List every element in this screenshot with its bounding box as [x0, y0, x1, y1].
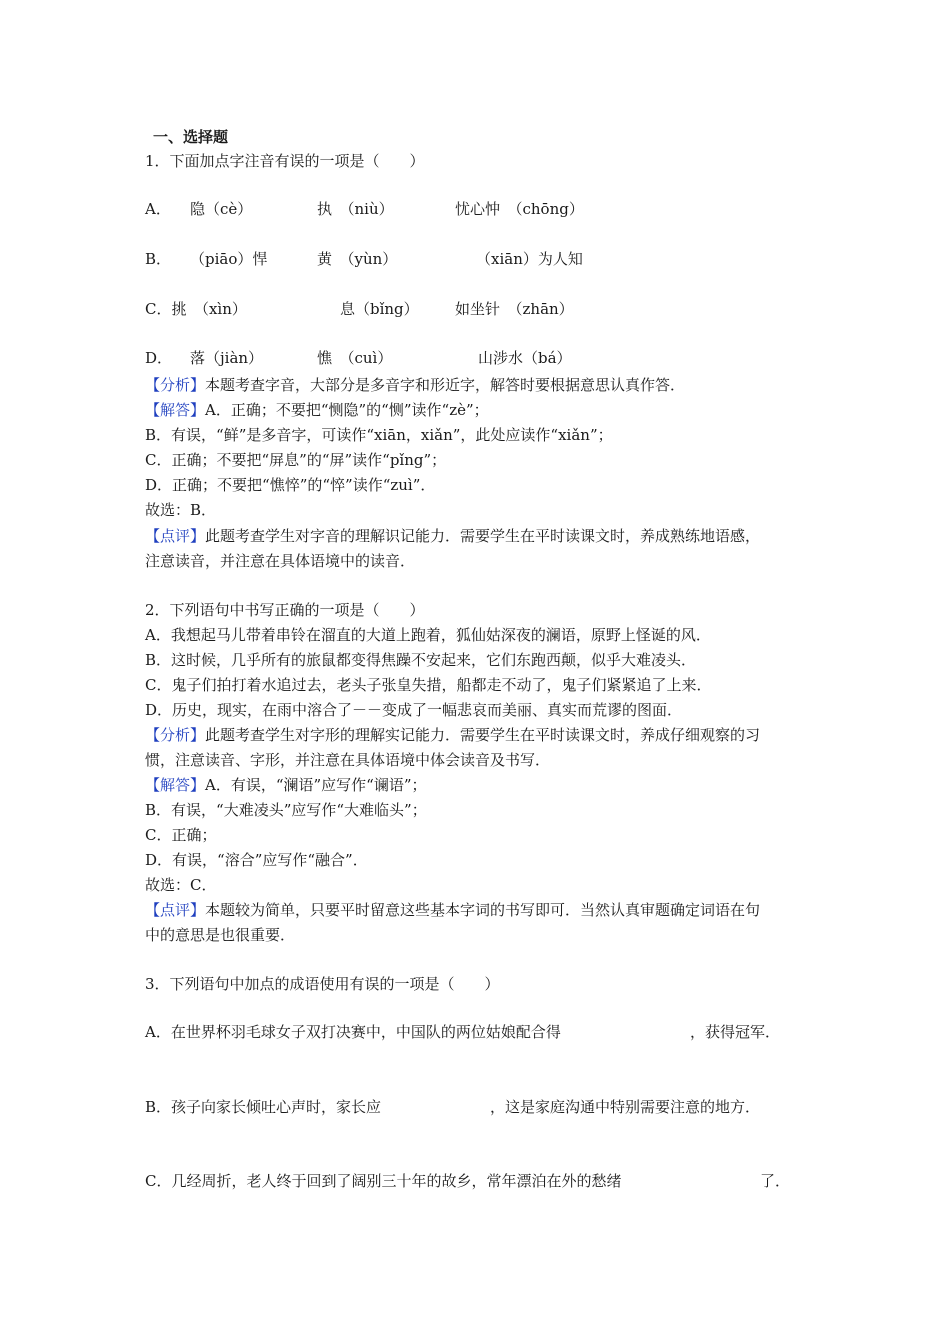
analysis-tag: 【分析】	[145, 376, 206, 394]
q2-option: C．鬼子们拍打着水追过去，老头子张皇失措，船都走不动了，鬼子们紧紧追了上来．	[145, 676, 712, 694]
q1-answer-line: D．正确；不要把“憔悴”的“悴”读作“zuì”．	[145, 476, 436, 494]
section-title: 一、选择题	[153, 128, 229, 146]
q2-answer-line: C．正确；	[145, 826, 217, 844]
answer-tag: 【解答】	[145, 776, 206, 794]
q1-answer-line: 故选：B．	[145, 501, 217, 519]
question-1-stem: 1．下面加点字注音有误的一项是（ ）	[145, 152, 425, 170]
comment-tag: 【点评】	[145, 527, 206, 545]
answer-tag: 【解答】	[145, 401, 206, 419]
question-3-stem: 3．下列语句中加点的成语使用有误的一项是（ ）	[145, 975, 500, 993]
q2-option: B．这时候，几乎所有的旅鼠都变得焦躁不安起来，它们东跑西颠，似乎大难凌头．	[145, 651, 697, 669]
q1-answer-line: 【解答】A．正确；不要把“恻隐”的“恻”读作“zè”；	[145, 401, 489, 419]
q1-analysis: 【分析】本题考查字音，大部分是多音字和形近字，解答时要根据意思认真作答．	[145, 376, 686, 394]
q2-answer-line: D．有误，“溶合”应写作“融合”．	[145, 851, 368, 869]
q2-analysis: 【分析】此题考查学生对字形的理解实记能力．需要学生在平时读课文时，养成仔细观察的习	[145, 726, 761, 744]
q1-answer-line: C．正确；不要把“屏息”的“屏”读作“pǐng”；	[145, 451, 447, 469]
analysis-tag: 【分析】	[145, 726, 206, 744]
q2-comment-line: 中的意思是也很重要．	[145, 926, 296, 944]
q2-answer-line: 故选：C．	[145, 876, 217, 894]
q2-option: D．历史，现实，在雨中溶合了－－变成了一幅悲哀而美丽、真实而荒谬的图面．	[145, 701, 683, 719]
q1-answer-line: B．有误，“鲜”是多音字，可读作“xiān，xiǎn”，此处应读作“xiǎn”；	[145, 426, 613, 444]
q1-comment-line: 注意读音，并注意在具体语境中的读音．	[145, 552, 416, 570]
q2-answer-line: 【解答】A．有误，“澜语”应写作“谰语”；	[145, 776, 427, 794]
question-2-stem: 2．下列语句中书写正确的一项是（ ）	[145, 601, 425, 619]
q2-option: A．我想起马儿带着串铃在溜直的大道上跑着，狐仙姑深夜的澜语，原野上怪诞的风．	[145, 626, 711, 644]
q2-comment: 【点评】本题较为简单，只要平时留意这些基本字词的书写即可．当然认真审题确定词语在句	[145, 901, 761, 919]
q1-comment: 【点评】此题考查学生对字音的理解识记能力．需要学生在平时读课文时，养成熟练地语感，	[145, 527, 761, 545]
q2-answer-line: B．有误，“大难凌头”应写作“大难临头”；	[145, 801, 427, 819]
q2-analysis-line: 惯，注意读音、字形，并注意在具体语境中体会读音及书写．	[145, 751, 551, 769]
comment-tag: 【点评】	[145, 901, 206, 919]
